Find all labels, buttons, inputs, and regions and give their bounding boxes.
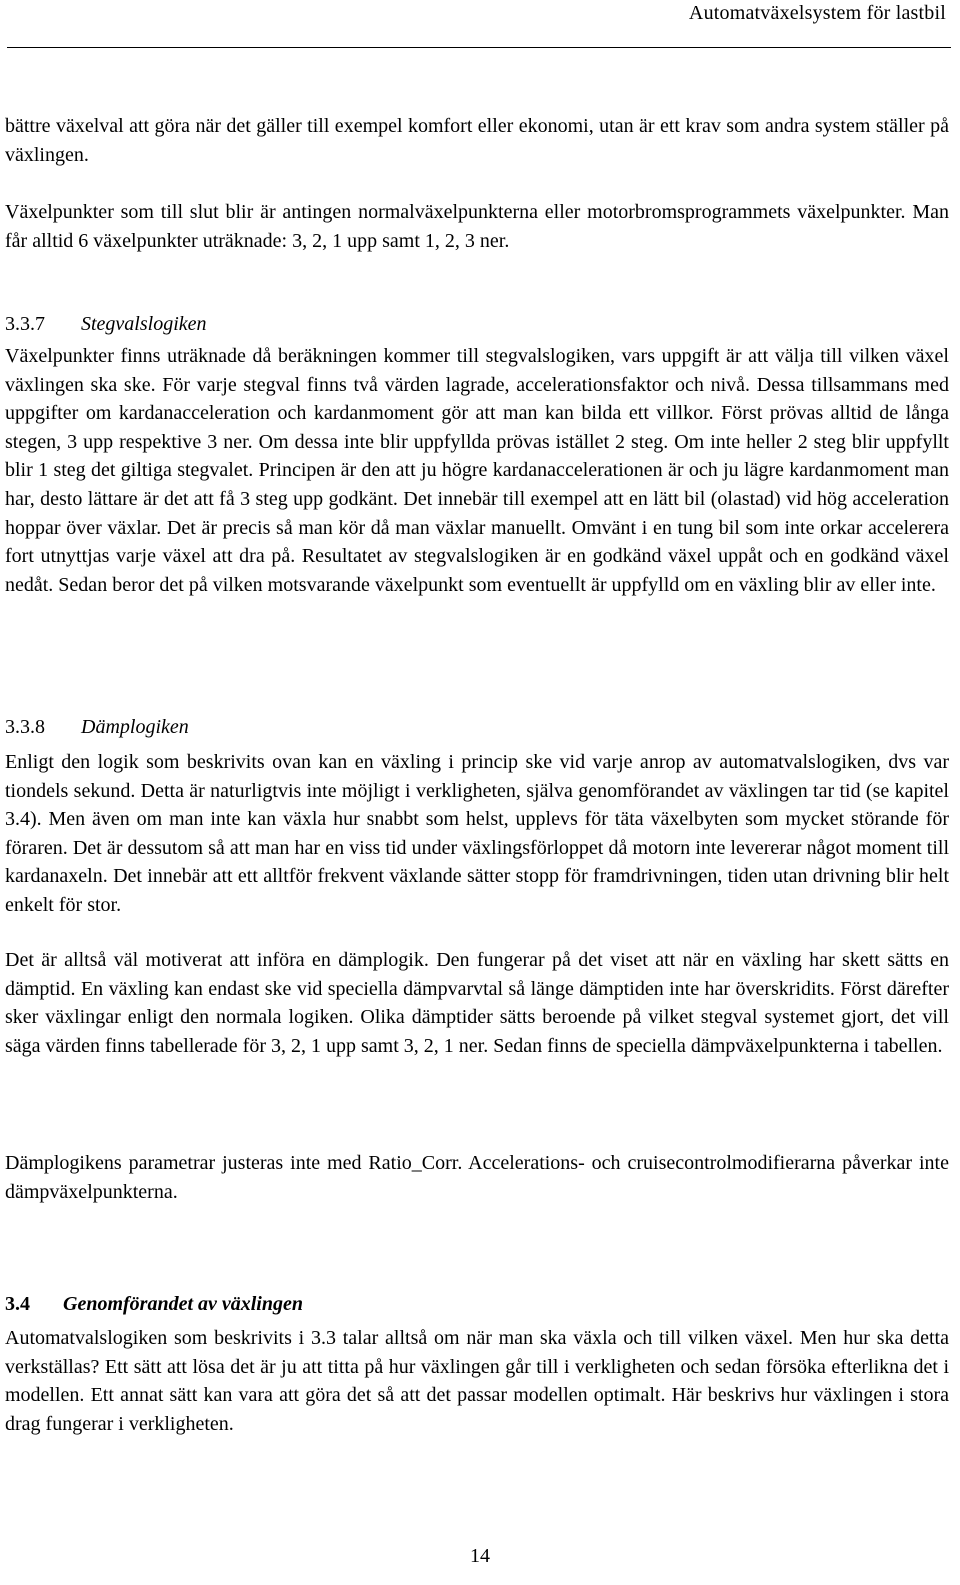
section-heading-3-3-8: [5, 716, 189, 739]
paragraph-damping-logic: Det är alltså väl motiverat att införa en dämplogik. Den fungerar på det viset att när en växling har skett sätts en dämptid. En växling kan endast ske vid speciella dämpvarvtal så länge dämptiden inte har överskridits. Först därefter sker växlingar enligt den normala logiken. Olika dämptider sätts beroende på vilket stegval systemet gjort, det vill säga värden finns tabellerade för 3, 2, 1 upp samt 3, 2, 1 ner. Sedan finns de speciella dämpväxelpunkterna i tabellen.: [5, 949, 949, 1057]
section-number: 3.4: [5, 1293, 30, 1315]
page-number: 14: [470, 1545, 490, 1567]
section-title: Genomförandet av växlingen: [63, 1293, 303, 1315]
paragraph-gear-points: Växelpunkter som till slut blir är antingen normalväxelpunkterna eller motorbromsprogrammets växelpunkter. Man får alltid 6 växelpunkter uträknade: 3, 2, 1 upp samt 1, 2, 3 ner.: [5, 201, 949, 252]
paragraph-intro: bättre växelval att göra när det gäller till exempel komfort eller ekonomi, utan är ett krav som andra system ställer på växlingen.: [5, 115, 949, 166]
section-number: 3.3.7: [5, 313, 45, 335]
section-number: 3.3.8: [5, 716, 45, 738]
paragraph-damping-intro: Enligt den logik som beskrivits ovan kan en växling i princip ske vid varje anrop av automatvalslogiken, dvs var tiondels sekund. Detta är naturligtvis inte möjligt i verkligheten, själva genomförandet av växlingen tar tid (se kapitel 3.4). Men även om man inte kan växla hur snabbt som helst, upplevs för täta växelbyten som mycket störande för föraren. Det är dessutom så att man har en viss tid under växlingsförloppet då motorn inte levererar något moment till kardanaxeln. Det innebär att ett alltför frekvent växlande sätter stopp för framdrivningen, tiden utan drivning blir helt enkelt för stor.: [5, 751, 949, 916]
header-rule: [7, 47, 951, 48]
paragraph-execution: Automatvalslogiken som beskrivits i 3.3 talar alltså om när man ska växla och till vilken växel. Men hur ska detta verkställas? Ett sätt att lösa det är ju att titta på hur växlingen går till i verkligheten och sedan försöka efterlikna det i modellen. Ett annat sätt kan vara att göra det så att det passar modellen optimalt. Här beskrivs hur växlingen i stora drag fungerar i verkligheten.: [5, 1327, 949, 1435]
section-heading-3-4: [5, 1293, 303, 1316]
section-title: Dämplogiken: [81, 716, 189, 738]
paragraph-damping-params: Dämplogikens parametrar justeras inte med Ratio_Corr. Accelerations- och cruisecontrolmodifierarna påverkar inte dämpväxelpunkterna.: [5, 1152, 949, 1203]
section-title: Stegvalslogiken: [81, 313, 207, 335]
section-heading-3-3-7: [5, 313, 207, 336]
running-header: Automatväxelsystem för lastbil: [688, 2, 946, 24]
paragraph-step-logic: Växelpunkter finns uträknade då beräkningen kommer till stegvalslogiken, vars uppgift är att välja till vilken växel växlingen ska ske. För varje stegval finns två värden lagrade, accelerationsfaktor och nivå. Dessa tillsammans med uppgifter om kardanacceleration och kardanmoment gör att man kan bilda ett villkor. Först prövas alltid de långa stegen, 3 upp respektive 3 ner. Om dessa inte blir uppfyllda prövas istället 2 steg. Om inte heller 2 steg blir uppfyllt blir 1 steg det giltiga stegvalet. Principen är den att ju högre kardanaccelerationen är och ju lägre kardanmoment man har, desto lättare är det att få 3 steg upp godkänt. Det innebär till exempel att en lätt bil (olastad) vid hög acceleration hoppar över växlar. Det är precis så man kör då man växlar manuellt. Omvänt i en tung bil som inte orkar accelerera fort utnyttjas varje växel att dra på. Resultatet av stegvalslogiken är en godkänd växel uppåt och en godkänd växel nedåt. Sedan beror det på vilken motsvarande växelpunkt som eventuellt är uppfylld om en växling blir av eller inte.: [5, 345, 949, 596]
